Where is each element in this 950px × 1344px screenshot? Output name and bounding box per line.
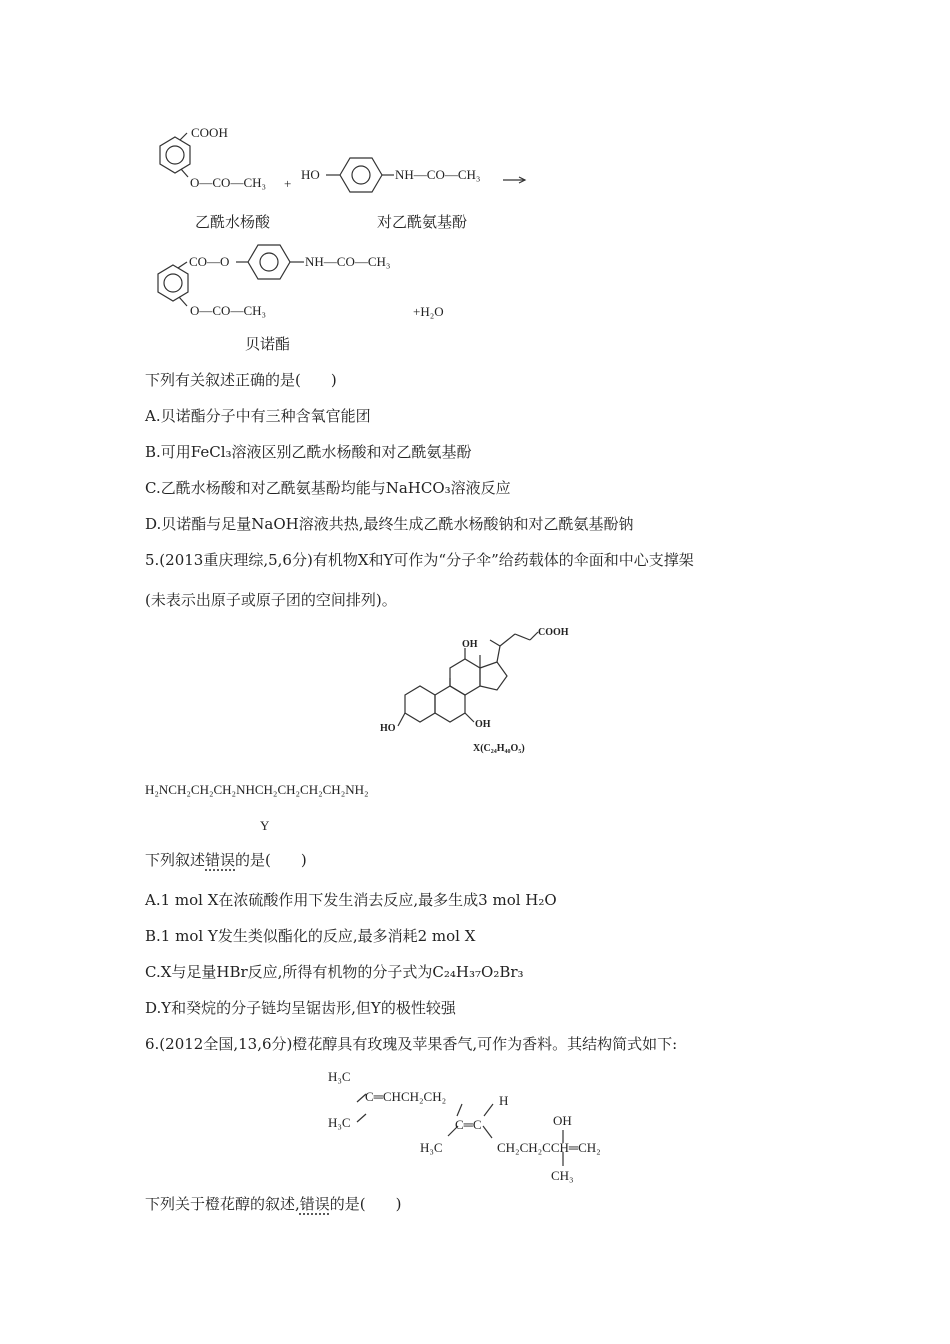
ester-linkage-label: CO—O [189, 254, 230, 269]
q5-option-a: A.1 mol X在浓硫酸作用下发生消去反应,最多生成3 mol H₂O [145, 891, 557, 909]
x-oh-bottom: OH [475, 719, 491, 730]
compound-name-acetaminophen: 对乙酰氨基酚 [377, 213, 468, 231]
q4-option-a: A.贝诺酯分子中有三种含氧官能团 [145, 407, 371, 425]
q5-stem: 下列叙述错误的是( ) [145, 851, 307, 869]
q4-option-d: D.贝诺酯与足量NaOH溶液共热,最终生成乙酰水杨酸钠和对乙酰氨基酚钠 [145, 515, 634, 533]
q5-option-b: B.1 mol Y发生类似酯化的反应,最多消耗2 mol X [145, 927, 476, 945]
amide-group-label: NH—CO—CH₃ [395, 167, 481, 182]
x-molecular-formula: X(C₂₄H₄₀O₅) [473, 743, 525, 754]
nerol-h3c-top: H₃C [328, 1069, 351, 1084]
product-ester-label: O—CO—CH₃ [190, 303, 267, 318]
ester-group-label: O—CO—CH₃ [190, 175, 267, 190]
x-oh-top: OH [462, 639, 478, 650]
x-ho: HO [380, 723, 396, 734]
q5-intro-continued: (未表示出原子或原子团的空间排列)。 [145, 591, 397, 609]
benzene-ring-4 [248, 245, 290, 279]
benzene-ring-2 [340, 158, 382, 192]
nerol-h3c-low: H₃C [420, 1140, 443, 1155]
nerol-chain: CH₂CH₂CCH═CH₂ [497, 1140, 601, 1155]
emphasis-mark: 错误 [299, 1195, 330, 1213]
q5-intro: 5.(2013重庆理综,5,6分)有机物X和Y可作为“分子伞”给药载体的伞面和中心支撑架 [145, 551, 694, 569]
x-cooh: COOH [538, 627, 569, 638]
plus-sign: + [284, 176, 292, 191]
nerol-ch3: CH₃ [551, 1168, 574, 1183]
water-byproduct: +H₂O [413, 304, 444, 319]
nerol-h: H [499, 1093, 509, 1108]
product-amide-label: NH—CO—CH₃ [305, 254, 391, 269]
benzene-ring-3 [158, 265, 188, 301]
q5-option-c: C.X与足量HBr反应,所得有机物的分子式为C₂₄H₃₇O₂Br₃ [145, 963, 524, 981]
compound-name-acetylsalicylic: 乙酰水杨酸 [195, 213, 271, 231]
q6-stem: 下列关于橙花醇的叙述,错误的是( ) [145, 1195, 402, 1213]
y-structural-formula: H₂NCH₂CH₂CH₂NHCH₂CH₂CH₂CH₂NH₂ [145, 782, 369, 797]
q4-option-b: B.可用FeCl₃溶液区别乙酰水杨酸和对乙酰氨基酚 [145, 443, 472, 461]
nerol-h3c-mid: H₃C [328, 1115, 351, 1130]
emphasis-mark: 错误 [205, 851, 236, 869]
compound-name-benorilate: 贝诺酯 [245, 335, 291, 353]
nerol-oh: OH [553, 1113, 572, 1128]
nerol-c-eq-c: C═C [455, 1117, 482, 1132]
cooh-label: COOH [191, 125, 228, 140]
q4-stem: 下列有关叙述正确的是( ) [145, 371, 337, 389]
nerol-c-double-bond: C═CHCH₂CH₂ [365, 1089, 447, 1104]
q5-option-d: D.Y和癸烷的分子链均呈锯齿形,但Y的极性较强 [145, 999, 456, 1017]
q4-option-c: C.乙酰水杨酸和对乙酰氨基酚均能与NaHCO₃溶液反应 [145, 479, 511, 497]
y-label: Y [260, 818, 270, 833]
benzene-ring-1 [160, 137, 190, 173]
ho-label: HO [301, 167, 320, 182]
q6-intro: 6.(2012全国,13,6分)橙花醇具有玫瑰及苹果香气,可作为香料。其结构简式如下: [145, 1035, 678, 1053]
